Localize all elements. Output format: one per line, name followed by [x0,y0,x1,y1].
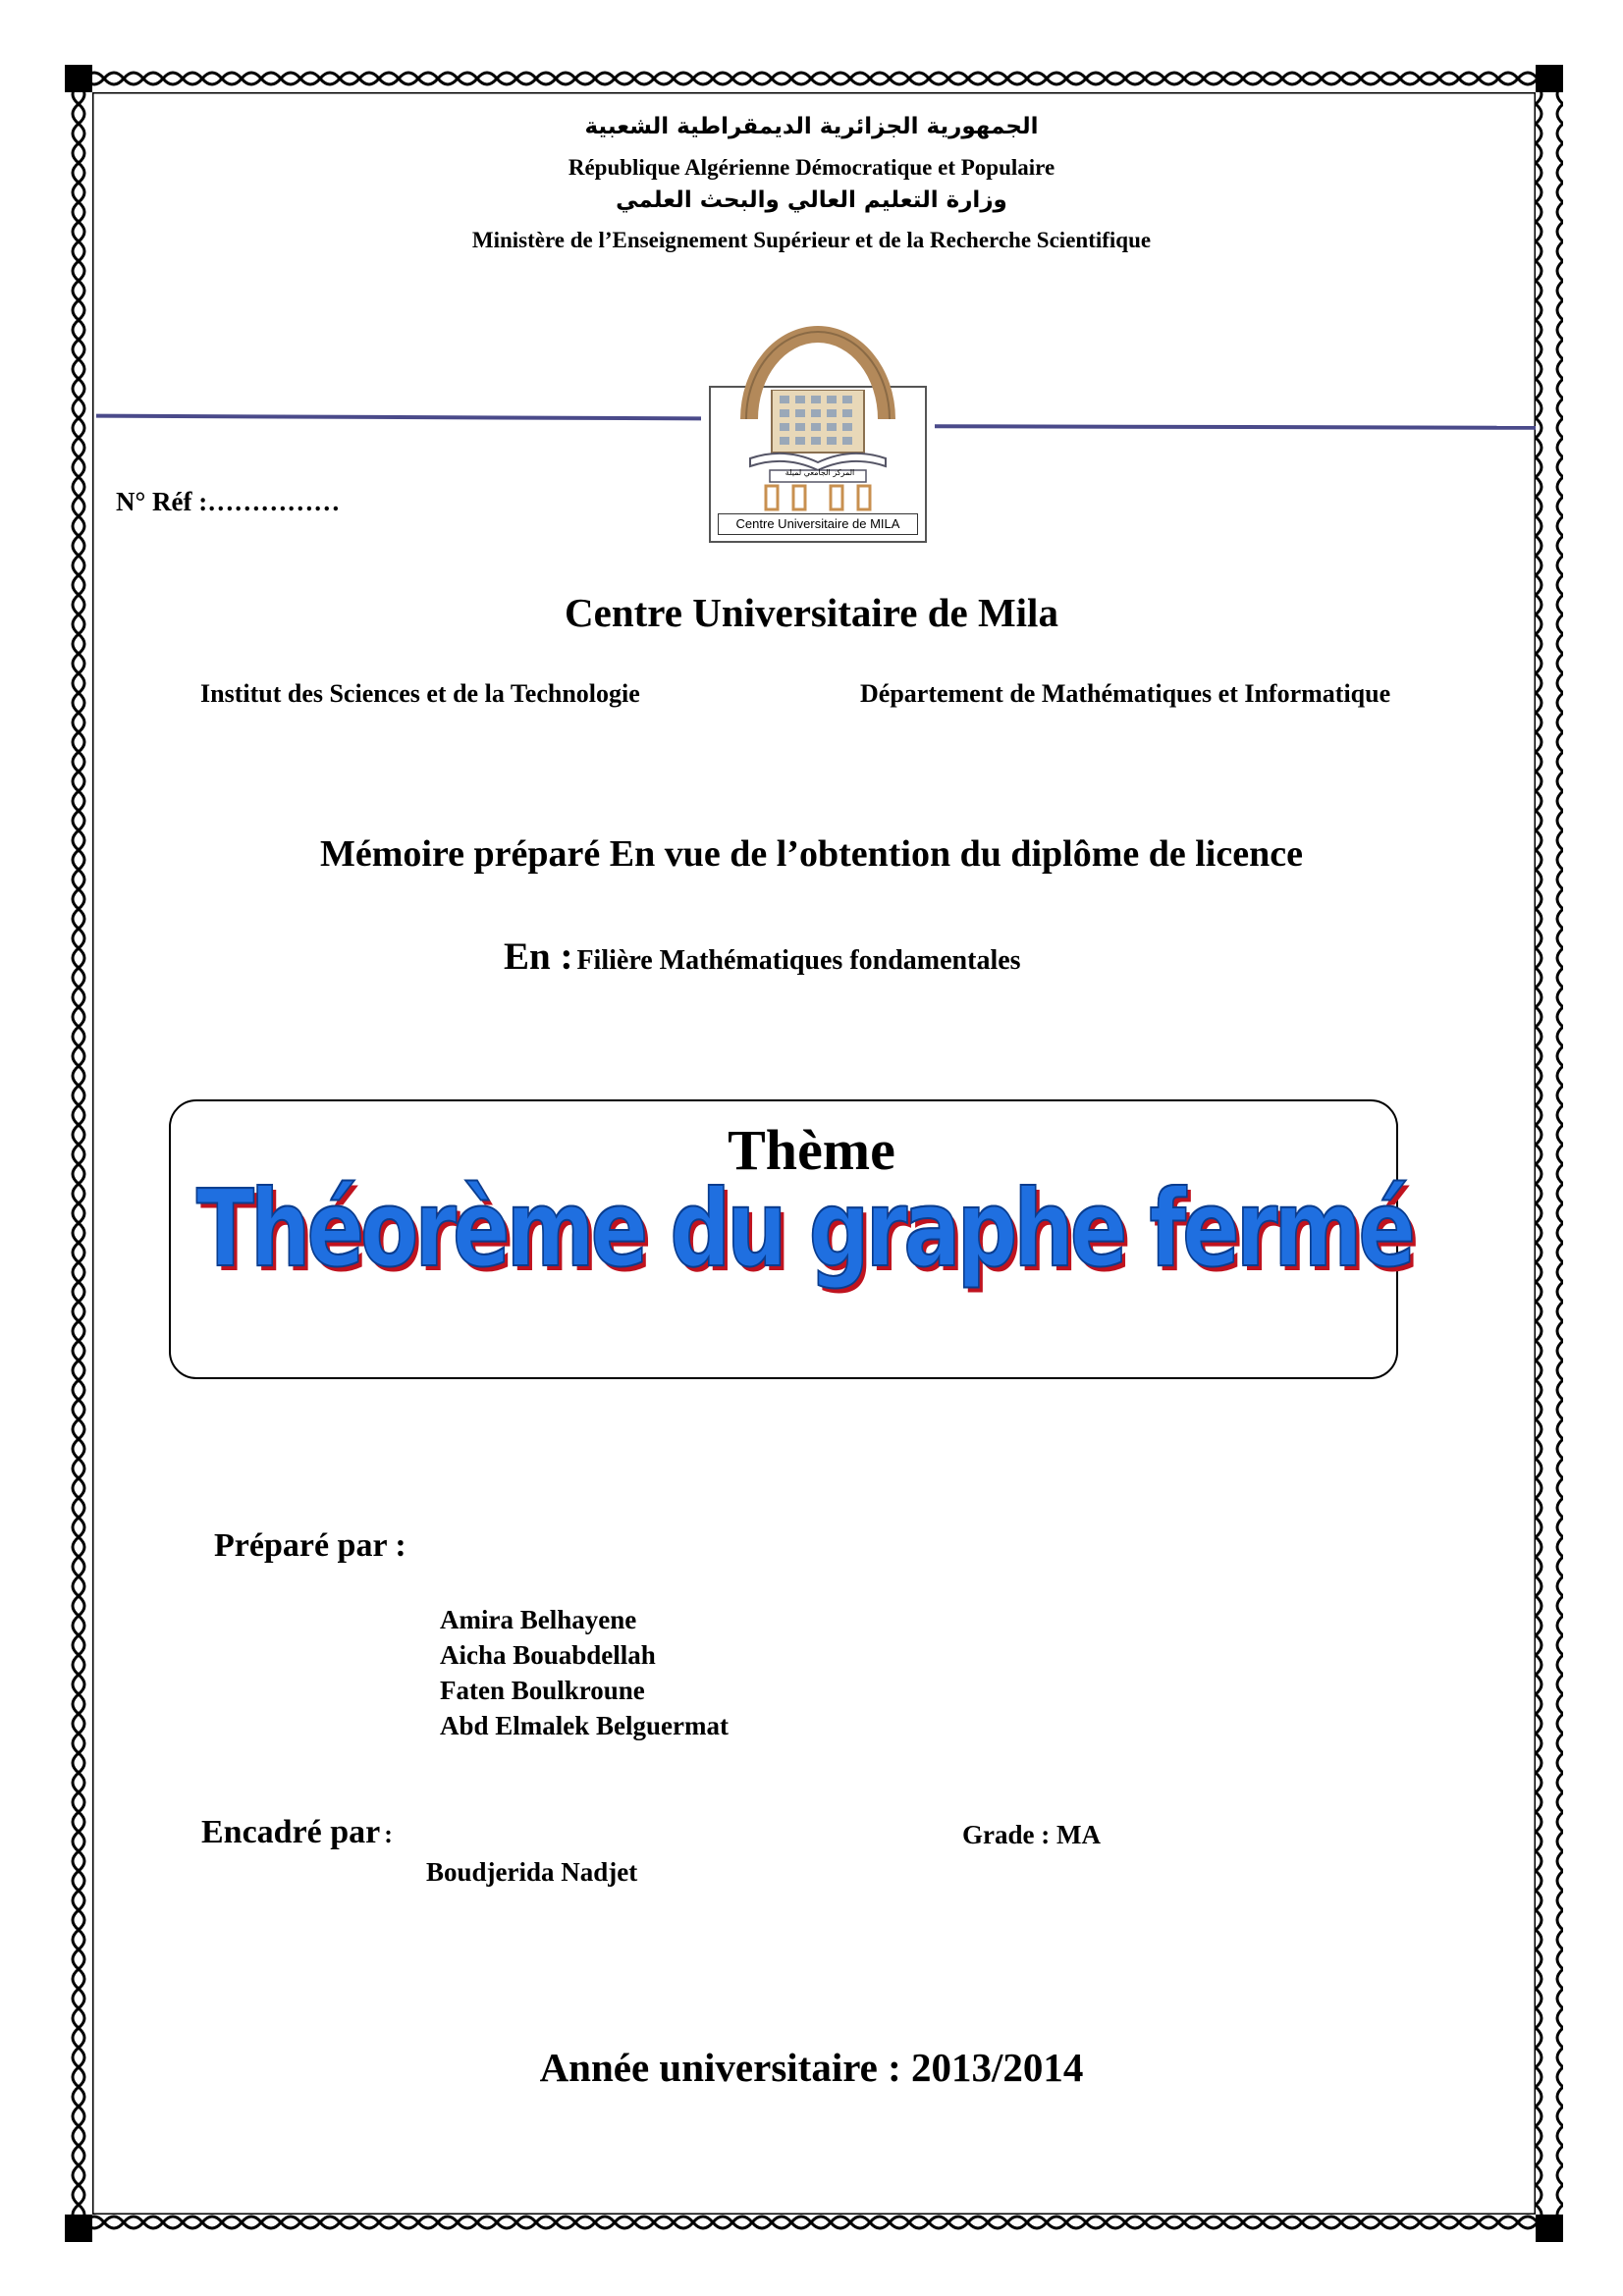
author-name: Aicha Bouabdellah [440,1640,656,1670]
academic-year: Année universitaire : 2013/2014 [539,2045,1084,2090]
author-name: Amira Belhayene [440,1605,637,1634]
supervisor-name: Boudjerida Nadjet [426,1857,638,1887]
theme-label: Thème [728,1118,895,1182]
logo-caption: Centre Universitaire de MILA [718,513,918,535]
filiere-line [504,934,1021,979]
reference-number: N° Réf :…………… [116,487,341,516]
header-ministry: Ministère de l’Enseignement Supérieur et de la Recherche Scientifique [471,228,1152,252]
prepared-by-label: Préparé par : [214,1527,406,1564]
institute-name: Institut des Sciences et de la Technologie [200,679,640,708]
logo-banner-text: المركز الجامعي لميلة [784,468,855,477]
memoire-title: Mémoire préparé En vue de l’obtention du diplôme de licence [320,833,1303,875]
author-name: Abd Elmalek Belguermat [440,1711,729,1740]
department-name: Département de Mathématiques et Informatique [860,679,1391,708]
institution-name: Centre Universitaire de Mila [565,590,1058,635]
supervised-by-line [201,1814,393,1851]
filiere-name: Filière Mathématiques fondamentales [576,945,1021,976]
author-name: Faten Boulkroune [440,1676,645,1705]
theme-title: Théorème du graphe fermé [196,1168,1412,1291]
supervised-by-colon: : [384,1820,393,1848]
university-logo [709,386,927,543]
supervised-by-label: Encadré par [201,1814,381,1850]
author-list [440,1602,729,1743]
en-label: En : [504,935,573,978]
header-republic: République Algérienne Démocratique et Populaire [568,155,1055,180]
supervisor-grade: Grade : MA [962,1820,1101,1849]
header-arabic-ministry: وزارة التعليم العالي والبحث العلمي [616,187,1007,213]
header-arabic-republic: الجمهورية الجزائرية الديمقراطية الشعبية [584,114,1039,139]
